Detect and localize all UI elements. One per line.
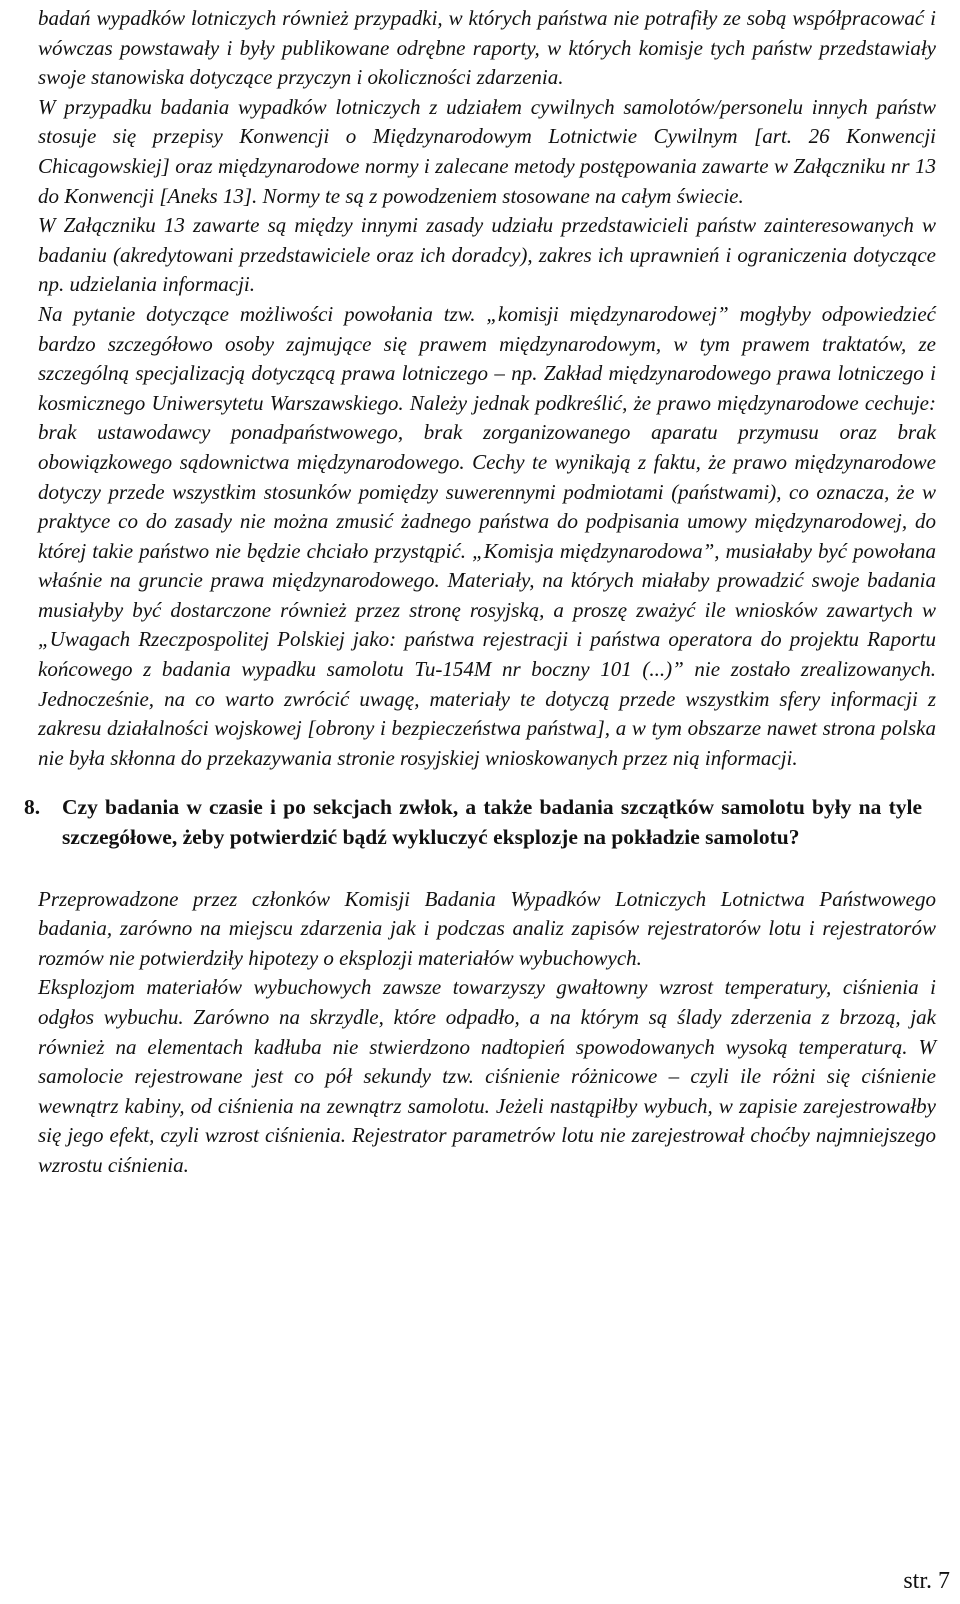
paragraph: W Załączniku 13 zawarte są między innymi zasady udziału przedstawicieli państw zainteresowanych w badaniu (akredytowani przedstawiciele oraz ich doradcy), zakres ich uprawnień i ograniczenia dotyczące np. udzielania informacji. — [38, 213, 936, 297]
paragraph: Na pytanie dotyczące możliwości powołania tzw. „komisji międzynarodowej” mogłyby odpowiedzieć bardzo szczegółowo osoby zajmujące się prawem międzynarodowym, w tym prawem traktatów, ze szczególną specjalizacją dotyczącą prawa lotniczego – np. Zakład międzynarodowego prawa lotniczego i kosmicznego Uniwersytetu Warszawskiego. Należy jednak podkreślić, że prawo międzynarodowe cechuje: brak ustawodawcy ponadpaństwowego, brak zorganizowanego aparatu przymusu oraz brak obowiązkowego sądownictwa międzynarodowego. Cechy te wynikają z faktu, że prawo międzynarodowe dotyczy przede wszystkim stosunków pomiędzy suwerennymi podmiotami (państwami), co oznacza, że w praktyce co do zasady nie można zmusić żadnego państwa do podpisania umowy międzynarodowej, do której takie państwo nie będzie chciało przystąpić. „Komisja międzynarodowa”, musiałaby być powołana właśnie na gruncie prawa międzynarodowego. Materiały, na których miałaby prowadzić swoje badania musiałyby być dostarczone również przez stronę rosyjską, a proszę zważyć ile wniosków zawartych w „Uwagach Rzeczpospolitej Polskiej jako: państwa rejestracji i państwa operatora do projektu Raportu końcowego z badania wypadku samolotu Tu-154M nr boczny 101 (...)” nie zostało zrealizowanych. Jednocześnie, na co warto zwrócić uwagę, materiały te dotyczą przede wszystkim sfery informacji z zakresu działalności wojskowej [obrony i bezpieczeństwa państwa], a w tym obszarze nawet strona polska nie była skłonna do przekazywania stronie rosyjskiej wnioskowanych przez nią informacji. — [38, 301, 936, 770]
page-number: str. 7 — [903, 1568, 950, 1594]
paragraph: Przeprowadzone przez członków Komisji Badania Wypadków Lotniczych Lotnictwa Państwowego badania, zarówno na miejscu zdarzenia jak i podczas analiz zapisów rejestratorów lotu i rejestratorów rozmów nie potwierdziły hipotezy o eksplozji materiałów wybuchowych. — [38, 886, 936, 970]
paragraph: Eksplozjom materiałów wybuchowych zawsze towarzyszy gwałtowny wzrost temperatury, ciśnienia i odgłos wybuchu. Zarówno na skrzydle, które odpadło, a na którym są ślady zderzenia z brzozą, jak również na elementach kadłuba nie stwierdzono nadtopień spowodowanych wysoką temperaturą. W samolocie rejestrowane jest co pół sekundy tzw. ciśnienie różnicowe – czyli ile różni się ciśnienie wewnątrz kabiny, od ciśnienia na zewnątrz samolotu. Jeżeli nastąpiłby wybuch, w zapisie zarejestrowałby się jego efekt, czyli wzrost ciśnienia. Rejestrator parametrów lotu nie zarejestrował choćby najmniejszego wzrostu ciśnienia. — [38, 975, 936, 1177]
question-number: 8. — [24, 795, 41, 820]
question-text: Czy badania w czasie i po sekcjach zwłok, a także badania szczątków samolotu były na tyle szczegółowe, żeby potwierdzić bądź wykluczyć eksplozje na pokładzie samolotu? — [62, 795, 922, 850]
paragraph: W przypadku badania wypadków lotniczych z udziałem cywilnych samolotów/personelu innych państw stosuje się przepisy Konwencji o Międzynarodowym Lotnictwie Cywilnym [art. 26 Konwencji Chicagowskiej] oraz międzynarodowe normy i zalecane metody postępowania zawarte w Załączniku nr 13 do Konwencji [Aneks 13]. Normy te są z powodzeniem stosowane na całym świecie. — [38, 94, 936, 208]
paragraph: badań wypadków lotniczych również przypadki, w których państwa nie potrafiły ze sobą współpracować i wówczas powstawały i były publikowane odrębne raporty, w których komisje tych państw przedstawiały swoje stanowiska dotyczące przyczyn i okoliczności zdarzenia. — [38, 6, 936, 90]
answer-section — [38, 885, 936, 1181]
question-heading — [24, 793, 922, 852]
document-page — [24, 0, 936, 1181]
